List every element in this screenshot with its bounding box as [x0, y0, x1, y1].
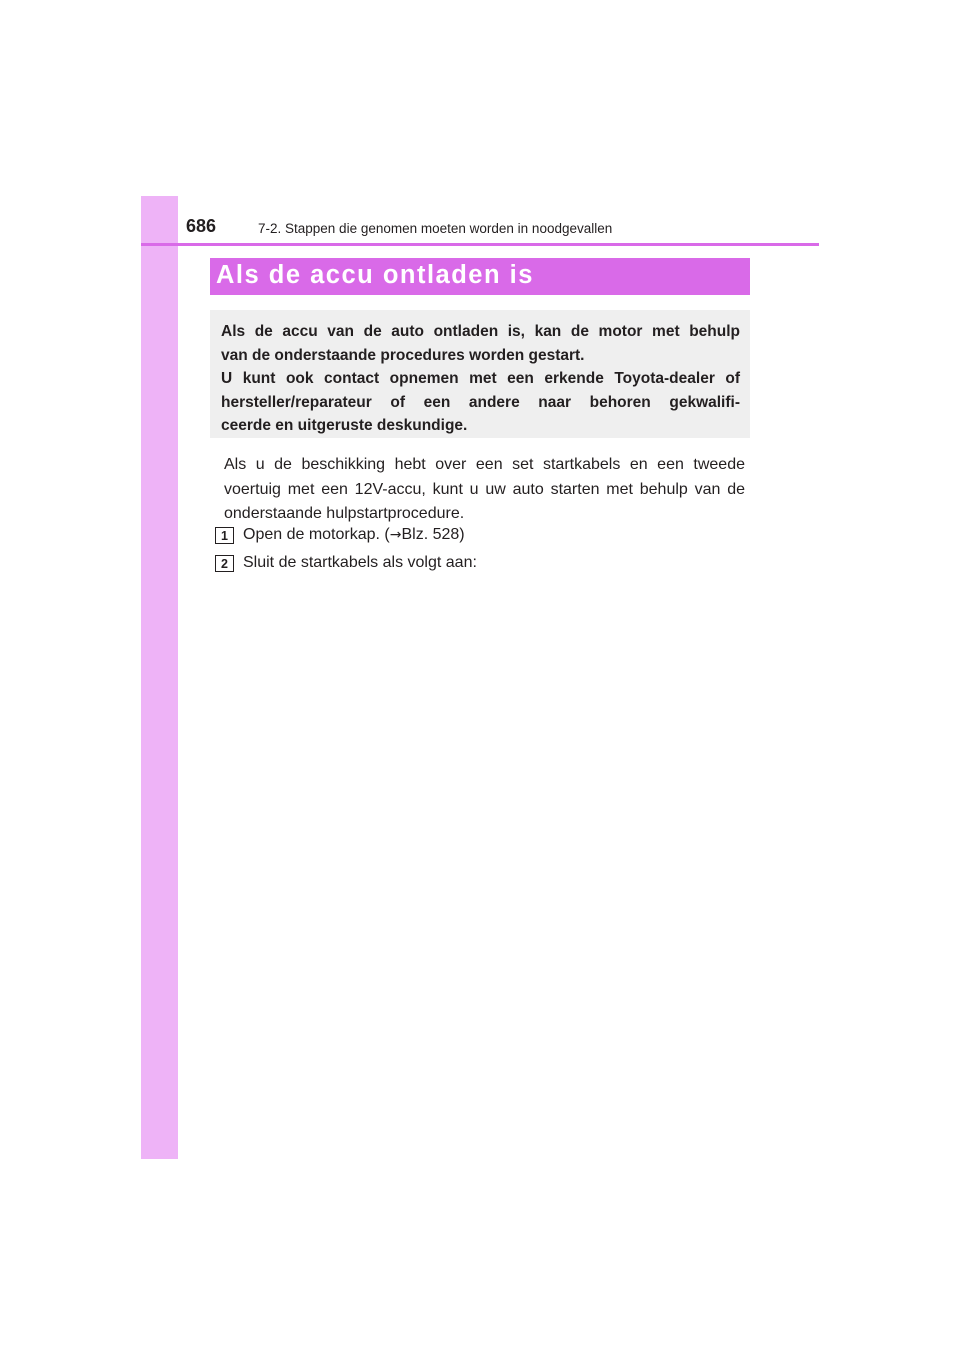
side-band	[141, 196, 178, 1159]
step-text	[243, 526, 465, 544]
page-number: 686	[186, 216, 217, 236]
body-line: Als u de beschikking hebt over een set startkabels en een tweede	[224, 456, 745, 473]
intro-line: ceerde en uitgeruste deskundige.	[221, 417, 468, 434]
body-line: voertuig met een 12V-accu, kunt u uw auto starten met behulp van de	[224, 480, 745, 498]
intro-box	[210, 310, 750, 438]
body-line: onderstaande hulpstartprocedure.	[224, 505, 465, 522]
step-number-badge: 2	[215, 555, 234, 572]
intro-line: hersteller/reparateur of een andere naar behoren gekwalifi-	[221, 393, 740, 411]
arrow-icon: →	[389, 527, 402, 543]
intro-line: U kunt ook contact opnemen met een erkende Toyota-dealer of	[221, 370, 740, 387]
chapter-heading: 7-2. Stappen die genomen moeten worden in noodgevallen	[258, 221, 613, 236]
step-number-badge: 1	[215, 527, 234, 544]
intro-text	[221, 320, 740, 438]
step-text: Sluit de startkabels als volgt aan:	[243, 554, 477, 571]
section-title-bar	[210, 258, 750, 295]
section-title: Als de accu ontladen is	[216, 261, 534, 289]
header-divider	[141, 243, 819, 246]
page-reference-link: Blz. 528)	[401, 526, 465, 543]
body-paragraph	[224, 453, 745, 527]
intro-line: Als de accu van de auto ontladen is, kan de motor met behulp	[221, 323, 740, 340]
step-text-before: Open de motorkap. (	[243, 526, 390, 543]
intro-line: van de onderstaande procedures worden gestart.	[221, 346, 585, 364]
